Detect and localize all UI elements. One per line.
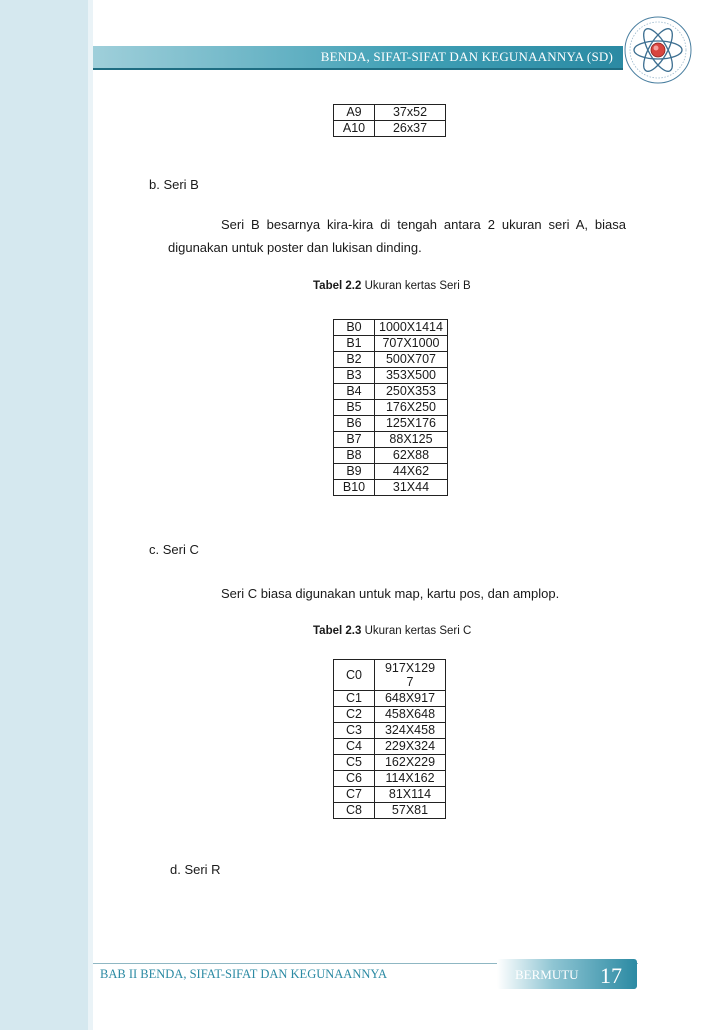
table-row xyxy=(334,707,446,723)
footer-chapter-title: BAB II BENDA, SIFAT-SIFAT DAN KEGUNAANNYA xyxy=(100,967,388,981)
size-cell: 500X707 xyxy=(375,352,448,368)
size-cell: 57X81 xyxy=(375,803,446,819)
table-row xyxy=(334,336,448,352)
cell-line: 917X129 xyxy=(384,661,436,675)
table-2-3 xyxy=(333,659,446,819)
table-row xyxy=(334,787,446,803)
size-cell: 458X648 xyxy=(375,707,446,723)
series-code-cell: C3 xyxy=(334,723,375,739)
table-row xyxy=(334,723,446,739)
caption-number: Tabel 2.3 xyxy=(313,625,362,637)
table-row xyxy=(334,400,448,416)
caption-number: Tabel 2.2 xyxy=(313,280,362,292)
series-code-cell: C7 xyxy=(334,787,375,803)
series-code-cell: B5 xyxy=(334,400,375,416)
table-a-tail xyxy=(333,104,446,137)
size-cell: 44X62 xyxy=(375,464,448,480)
series-code-cell: B0 xyxy=(334,320,375,336)
series-code-cell: C6 xyxy=(334,771,375,787)
series-code-cell: B8 xyxy=(334,448,375,464)
section-c-paragraph: Seri C biasa digunakan untuk map, kartu pos, dan amplop. xyxy=(221,586,560,601)
header-title: BENDA, SIFAT-SIFAT DAN KEGUNAANNYA (SD) xyxy=(320,49,613,64)
section-d-heading: d. Seri R xyxy=(170,862,221,877)
table-2-2 xyxy=(333,319,448,496)
atom-emblem-logo xyxy=(622,14,694,86)
size-cell: 229X324 xyxy=(375,739,446,755)
table-row xyxy=(334,803,446,819)
series-code-cell: B4 xyxy=(334,384,375,400)
table-row xyxy=(334,352,448,368)
series-code-cell: B1 xyxy=(334,336,375,352)
table-row: C0 917X129 7 xyxy=(334,660,446,691)
size-cell: 648X917 xyxy=(375,691,446,707)
caption-text: Ukuran kertas Seri C xyxy=(361,625,472,637)
size-cell: 88X125 xyxy=(375,432,448,448)
footer-badge-label: BERMUTU xyxy=(515,967,579,982)
table-row xyxy=(334,771,446,787)
series-code-cell: C4 xyxy=(334,739,375,755)
table-row xyxy=(334,416,448,432)
left-margin-stripe xyxy=(88,0,93,1030)
caption-text: Ukuran kertas Seri B xyxy=(361,280,471,292)
size-cell: 125X176 xyxy=(375,416,448,432)
size-cell: 707X1000 xyxy=(375,336,448,352)
table-row xyxy=(334,480,448,496)
series-code-cell: C2 xyxy=(334,707,375,723)
size-cell: 324X458 xyxy=(375,723,446,739)
size-cell: 31X44 xyxy=(375,480,448,496)
size-cell: 1000X1414 xyxy=(375,320,448,336)
series-code-cell: C1 xyxy=(334,691,375,707)
size-cell: 353X500 xyxy=(375,368,448,384)
series-code-cell: B3 xyxy=(334,368,375,384)
table-2-2-caption xyxy=(313,280,471,292)
table-2-3-caption xyxy=(313,625,471,637)
page-number: 17 xyxy=(600,963,622,988)
table-row xyxy=(334,739,446,755)
section-b-paragraph-line1: Seri B besarnya kira-kira di tengah antara 2 ukuran seri A, biasa xyxy=(221,217,626,232)
series-code-cell: B9 xyxy=(334,464,375,480)
table-row xyxy=(334,448,448,464)
section-b-heading: b. Seri B xyxy=(149,177,199,192)
table-row xyxy=(334,464,448,480)
series-code-cell: B10 xyxy=(334,480,375,496)
size-cell: 81X114 xyxy=(375,787,446,803)
header-bar xyxy=(93,46,623,70)
section-c-heading: c. Seri C xyxy=(149,542,199,557)
size-cell: 250X353 xyxy=(375,384,448,400)
table-row xyxy=(334,320,448,336)
size-cell: 162X229 xyxy=(375,755,446,771)
table-row: A9 37x52 xyxy=(334,105,446,121)
table-row: A10 26x37 xyxy=(334,121,446,137)
left-margin-band xyxy=(0,0,93,1030)
size-cell: 62X88 xyxy=(375,448,448,464)
series-code-cell: C8 xyxy=(334,803,375,819)
size-cell: 176X250 xyxy=(375,400,448,416)
cell-line: 7 xyxy=(406,675,414,689)
table-row xyxy=(334,691,446,707)
table-row xyxy=(334,368,448,384)
section-b-paragraph-line2: digunakan untuk poster dan lukisan dinding. xyxy=(168,240,422,255)
table-row xyxy=(334,432,448,448)
size-cell: 114X162 xyxy=(375,771,446,787)
series-code-cell: B7 xyxy=(334,432,375,448)
table-row xyxy=(334,755,446,771)
series-code-cell: B6 xyxy=(334,416,375,432)
series-code-cell: C5 xyxy=(334,755,375,771)
table-row xyxy=(334,384,448,400)
series-code-cell: B2 xyxy=(334,352,375,368)
